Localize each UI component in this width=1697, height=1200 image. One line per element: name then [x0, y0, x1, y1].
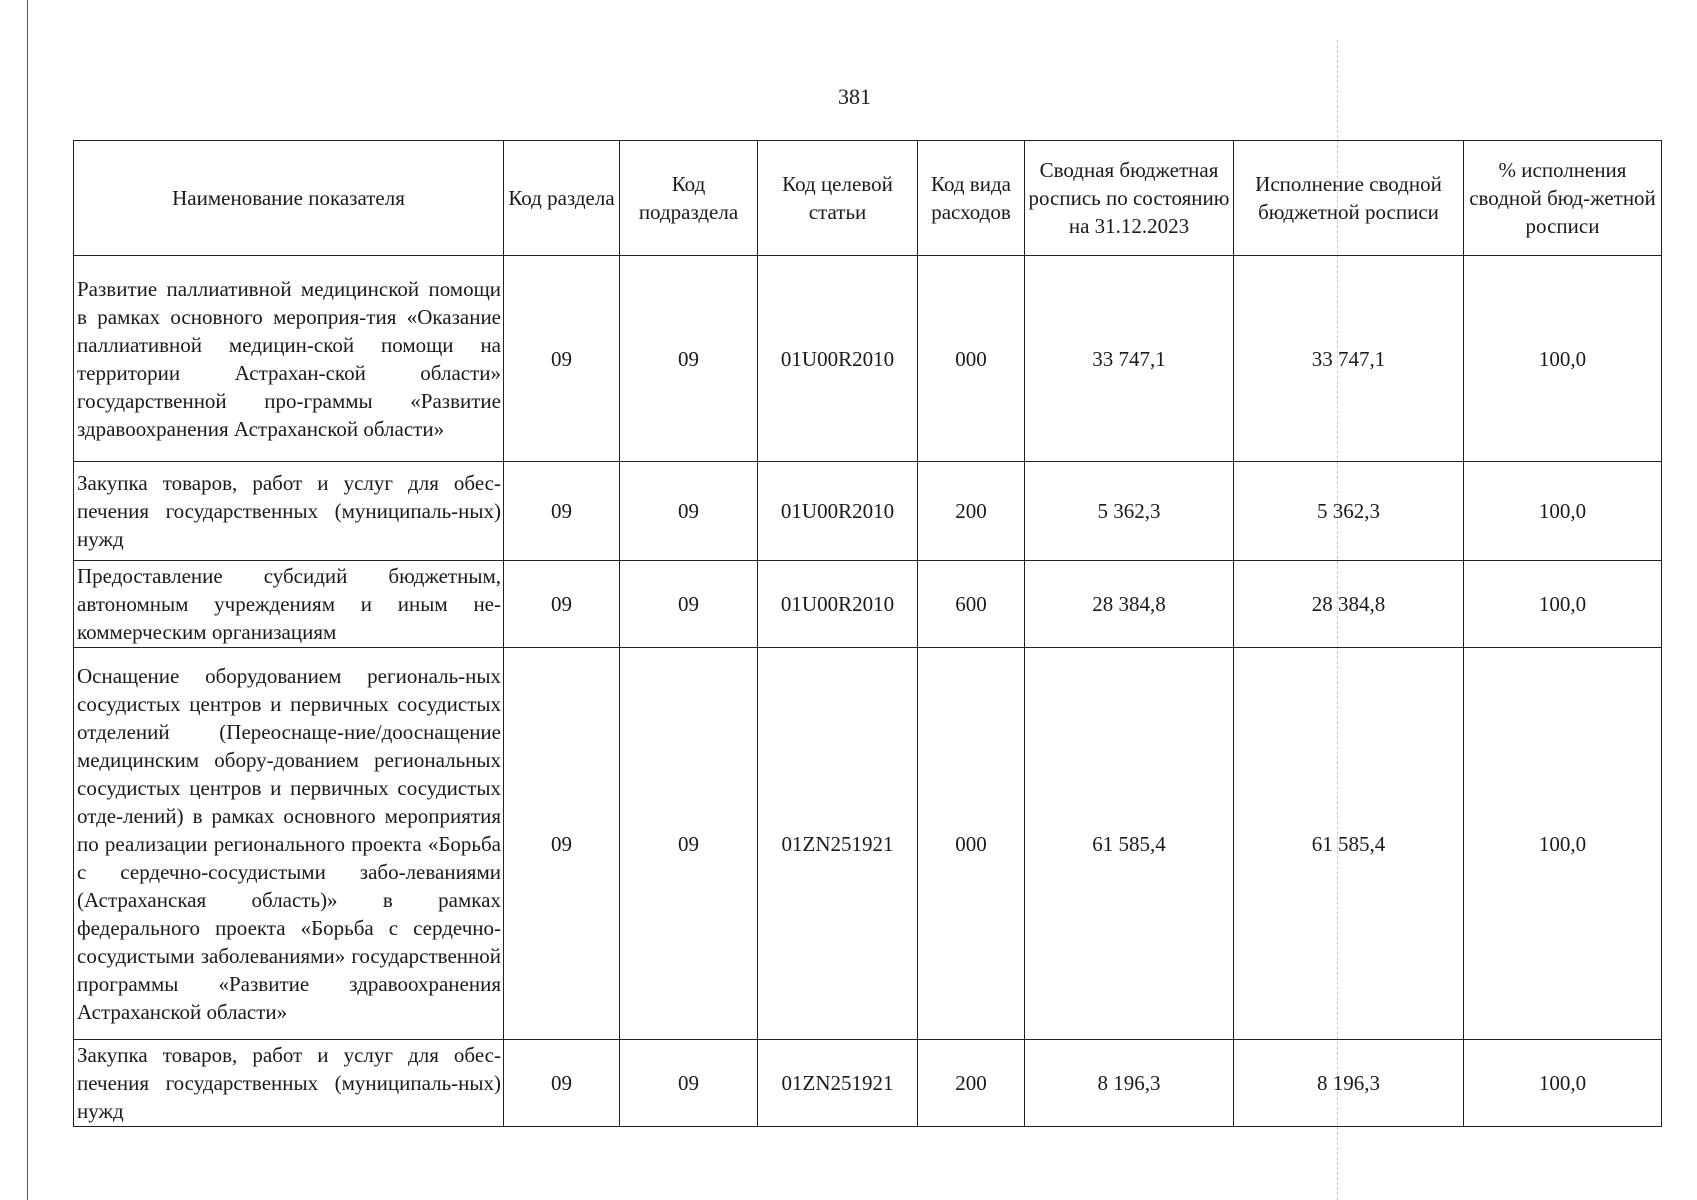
row-execution-percent: 100,0	[1464, 1040, 1662, 1127]
row-execution-percent: 100,0	[1464, 462, 1662, 561]
row-subsection-code: 09	[620, 256, 758, 462]
row-executed-budget: 5 362,3	[1234, 462, 1464, 561]
header-section-code: Код раздела	[504, 141, 620, 256]
row-name: Развитие паллиативной медицинской помощи в рамках основного мероприя-тия «Оказание паллиативной медицин-ской помощи на территории Астрахан-ской области» государственной про-граммы «Развитие здравоохранения Астраханской области»	[74, 256, 504, 462]
row-execution-percent: 100,0	[1464, 256, 1662, 462]
row-expense-type-code: 200	[918, 1040, 1025, 1127]
row-section-code: 09	[504, 462, 620, 561]
row-target-code: 01ZN251921	[758, 1040, 918, 1127]
table-row	[74, 648, 1662, 1040]
header-target-code: Код целевой статьи	[758, 141, 918, 256]
table-row	[74, 462, 1662, 561]
table-row	[74, 256, 1662, 462]
row-subsection-code: 09	[620, 462, 758, 561]
row-name: Закупка товаров, работ и услуг для обес-печения государственных (муниципаль-ных) нужд	[74, 462, 504, 561]
row-planned-budget: 28 384,8	[1025, 561, 1234, 648]
page-number: 381	[838, 84, 871, 109]
header-planned-budget: Сводная бюджетная роспись по состоянию на 31.12.2023	[1025, 141, 1234, 256]
row-execution-percent: 100,0	[1464, 648, 1662, 1040]
row-target-code: 01U00R2010	[758, 561, 918, 648]
row-executed-budget: 33 747,1	[1234, 256, 1464, 462]
row-expense-type-code: 200	[918, 462, 1025, 561]
row-expense-type-code: 000	[918, 256, 1025, 462]
header-executed-budget: Исполнение сводной бюджетной росписи	[1234, 141, 1464, 256]
row-section-code: 09	[504, 648, 620, 1040]
row-subsection-code: 09	[620, 1040, 758, 1127]
table-header-row	[74, 141, 1662, 256]
row-planned-budget: 8 196,3	[1025, 1040, 1234, 1127]
header-expense-type-code: Код вида расходов	[918, 141, 1025, 256]
row-section-code: 09	[504, 561, 620, 648]
row-executed-budget: 28 384,8	[1234, 561, 1464, 648]
row-name: Предоставление субсидий бюджетным, автономным учреждениям и иным не-коммерческим организациям	[74, 561, 504, 648]
row-name: Оснащение оборудованием региональ-ных сосудистых центров и первичных сосудистых отделений (Переоснаще-ние/дооснащение медицинским обору-дованием региональных сосудистых центров и первичных сосудистых отде-лений) в рамках основного мероприятия по реализации регионального проекта «Борьба с сердечно-сосудистыми забо-леваниями (Астраханская область)» в рамках федерального проекта «Борьба с сердечно-сосудистыми заболеваниями» государственной программы «Развитие здравоохранения Астраханской области»	[74, 648, 504, 1040]
row-planned-budget: 33 747,1	[1025, 256, 1234, 462]
row-section-code: 09	[504, 256, 620, 462]
row-name: Закупка товаров, работ и услуг для обес-печения государственных (муниципаль-ных) нужд	[74, 1040, 504, 1127]
header-execution-percent: % исполнения сводной бюд-жетной росписи	[1464, 141, 1662, 256]
binding-margin-line	[27, 0, 28, 1200]
row-executed-budget: 61 585,4	[1234, 648, 1464, 1040]
row-section-code: 09	[504, 1040, 620, 1127]
row-execution-percent: 100,0	[1464, 561, 1662, 648]
budget-execution-table	[73, 140, 1662, 1127]
row-expense-type-code: 000	[918, 648, 1025, 1040]
header-subsection-code: Код подраздела	[620, 141, 758, 256]
row-planned-budget: 5 362,3	[1025, 462, 1234, 561]
row-target-code: 01ZN251921	[758, 648, 918, 1040]
header-name: Наименование показателя	[74, 141, 504, 256]
table-row	[74, 561, 1662, 648]
row-planned-budget: 61 585,4	[1025, 648, 1234, 1040]
row-executed-budget: 8 196,3	[1234, 1040, 1464, 1127]
row-target-code: 01U00R2010	[758, 256, 918, 462]
table-row	[74, 1040, 1662, 1127]
row-expense-type-code: 600	[918, 561, 1025, 648]
row-subsection-code: 09	[620, 561, 758, 648]
row-target-code: 01U00R2010	[758, 462, 918, 561]
row-subsection-code: 09	[620, 648, 758, 1040]
